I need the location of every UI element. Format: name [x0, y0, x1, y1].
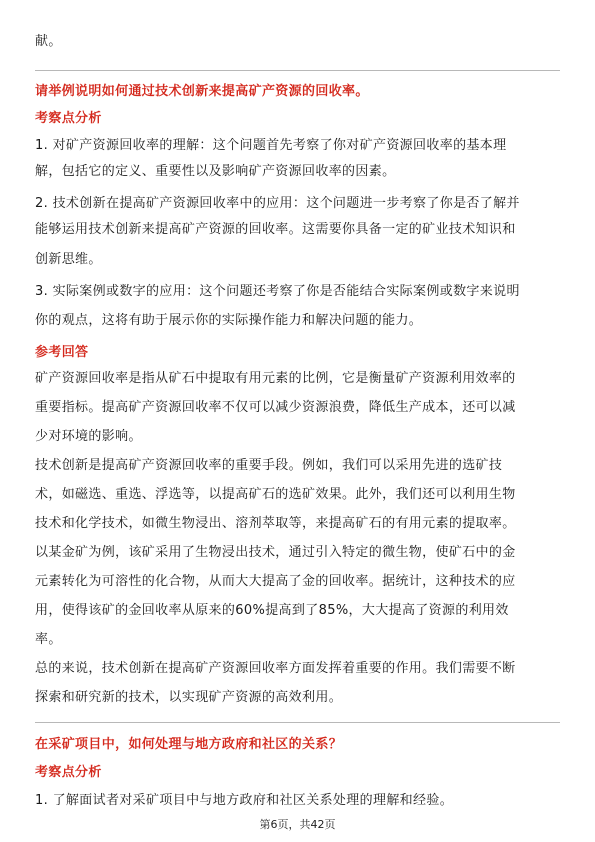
analysis-heading: 考察点分析 [35, 111, 102, 126]
section-divider [35, 70, 560, 71]
intro-tail-text: 献。 [35, 34, 62, 49]
answer-paragraph-1-line-1: 矿产资源回收率是指从矿石中提取有用元素的比例，它是衡量矿产资源利用效率的 [35, 371, 516, 386]
analysis-point-2-line-2: 能够运用技术创新来提高矿产资源的回收率。这需要你具备一定的矿业技术知识和 [35, 222, 516, 237]
section-divider [35, 722, 560, 723]
analysis-point-3-line-2: 你的观点，这将有助于展示你的实际操作能力和解决问题的能力。 [35, 313, 423, 328]
answer-paragraph-2-line-6: 用，使得该矿的金回收率从原来的60%提高到了85%，大大提高了资源的利用效 [35, 603, 509, 618]
answer-paragraph-1-line-3: 少对环境的影响。 [35, 429, 142, 444]
answer-paragraph-3-line-2: 探索和研究新的技术，以实现矿产资源的高效利用。 [35, 690, 343, 705]
answer-paragraph-2-line-1: 技术创新是提高矿产资源回收率的重要手段。例如，我们可以采用先进的选矿技 [35, 458, 503, 473]
answer-paragraph-2-line-4: 以某金矿为例，该矿采用了生物浸出技术，通过引入特定的微生物，使矿石中的金 [35, 545, 516, 560]
answer-paragraph-1-line-2: 重要指标。提高矿产资源回收率不仅可以减少资源浪费，降低生产成本，还可以减 [35, 400, 516, 415]
answer-paragraph-2-line-3: 技术和化学技术，如微生物浸出、溶剂萃取等，来提高矿石的有用元素的提取率。 [35, 516, 516, 531]
question-heading: 请举例说明如何通过技术创新来提高矿产资源的回收率。 [35, 84, 369, 99]
analysis-point-1-line-1: 1. 对矿产资源回收率的理解：这个问题首先考察了你对矿产资源回收率的基本理 [35, 138, 507, 153]
answer-paragraph-2-line-2: 术，如磁选、重选、浮选等，以提高矿石的选矿效果。此外，我们还可以利用生物 [35, 487, 516, 502]
analysis-point-2-line-1: 2. 技术创新在提高矿产资源回收率中的应用：这个问题进一步考察了你是否了解并 [35, 196, 520, 211]
page-number-footer: 第6页，共42页 [259, 818, 336, 831]
answer-paragraph-2-line-7: 率。 [35, 632, 62, 647]
analysis-heading: 考察点分析 [35, 765, 102, 780]
analysis-point-1-line-2: 解，包括它的定义、重要性以及影响矿产资源回收率的因素。 [35, 164, 396, 179]
analysis-point-1-line-1: 1. 了解面试者对采矿项目中与地方政府和社区关系处理的理解和经验。 [35, 793, 454, 808]
analysis-point-2-line-3: 创新思维。 [35, 252, 102, 267]
answer-heading: 参考回答 [35, 345, 89, 360]
analysis-point-3-line-1: 3. 实际案例或数字的应用：这个问题还考察了你是否能结合实际案例或数字来说明 [35, 284, 520, 299]
answer-paragraph-3-line-1: 总的来说，技术创新在提高矿产资源回收率方面发挥着重要的作用。我们需要不断 [35, 661, 516, 676]
answer-paragraph-2-line-5: 元素转化为可溶性的化合物，从而大大提高了金的回收率。据统计，这种技术的应 [35, 574, 516, 589]
question-heading: 在采矿项目中，如何处理与地方政府和社区的关系？ [35, 737, 343, 752]
